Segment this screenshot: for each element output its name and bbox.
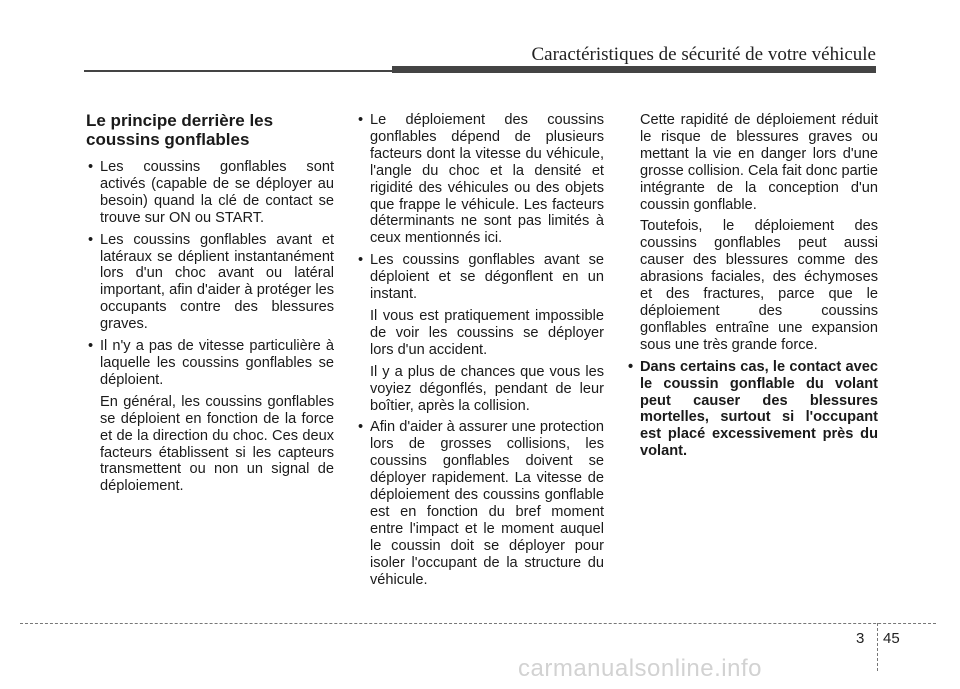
bullet-item: • Le déploiement des coussins gonflables dépend de plusieurs facteurs dont la vitesse du véhicule, l'angle du choc et la densité et rigidité des véhicules ou des objets que frappe le véhicule. Les facteurs déterminants ne sont pas limités à ceux mentionnés ici.	[356, 112, 604, 247]
warning-bullet: • Dans certains cas, le contact avec le coussin gonflable du volant peut causer des blessures mortelles, surtout si l'occupant est placé excessivement près du volant.	[626, 359, 878, 460]
header-rule-accent	[392, 66, 876, 73]
section-heading: Le principe derrière les coussins gonflables	[86, 111, 274, 149]
footer-rule	[20, 623, 936, 624]
page-number: 45	[883, 630, 900, 647]
watermark: carmanualsonline.info	[518, 655, 762, 682]
paragraph: Toutefois, le déploiement des coussins gonflables peut aussi causer des blessures comme des abrasions faciales, des échymoses et des fractures, parce que le déploiement des coussins gonflables entraîne une expansion sous une très grande force.	[640, 218, 878, 353]
bullet-item: • Les coussins gonflables sont activés (capable de se déployer au besoin) quand la clé de contact se trouve sur ON ou START.	[86, 159, 334, 227]
bullet-item: • Les coussins gonflables avant se déploient et se dégonflent en un instant.	[356, 252, 604, 303]
paragraph: Cette rapidité de déploiement réduit le risque de blessures graves ou mettant la vie en danger lors d'une grosse collision. Cela fait donc partie intégrante de la conception d'un coussin gonflable.	[640, 112, 878, 213]
paragraph: Il vous est pratiquement impossible de voir les coussins se déployer lors d'un accident.	[370, 307, 604, 358]
chapter-number: 3	[856, 630, 865, 647]
text-column-1	[86, 112, 334, 500]
footer-divider	[877, 623, 878, 671]
bullet-item: • Afin d'aider à assurer une protection lors de grosses collisions, les coussins gonflables doivent se déployer rapidement. La vitesse de déploiement des coussins gonflable est en fonction du bref moment entre l'impact et le moment auquel le coussin doit se déployer pour isoler l'occupant de la structure du véhicule.	[356, 419, 604, 588]
paragraph: Il y a plus de chances que vous les voyiez dégonflés, pendant de leur boîtier, après la collision.	[370, 363, 604, 414]
running-header-title: Caractéristiques de sécurité de votre véhicule	[531, 44, 876, 65]
text-column-2	[356, 112, 604, 593]
bullet-item: • Les coussins gonflables avant et latéraux se déplient instantanément lors d'un choc avant ou latéral important, afin d'aider à protéger les occupants contre des blessures graves.	[86, 232, 334, 333]
text-column-3	[626, 112, 878, 465]
bullet-item: • Il n'y a pas de vitesse particulière à laquelle les coussins gonflables se déploient.	[86, 338, 334, 389]
paragraph: En général, les coussins gonflables se déploient en fonction de la force et de la direction du choc. Ces deux facteurs établissent si les capteurs transmettent ou non un signal de déploiement.	[100, 393, 334, 495]
